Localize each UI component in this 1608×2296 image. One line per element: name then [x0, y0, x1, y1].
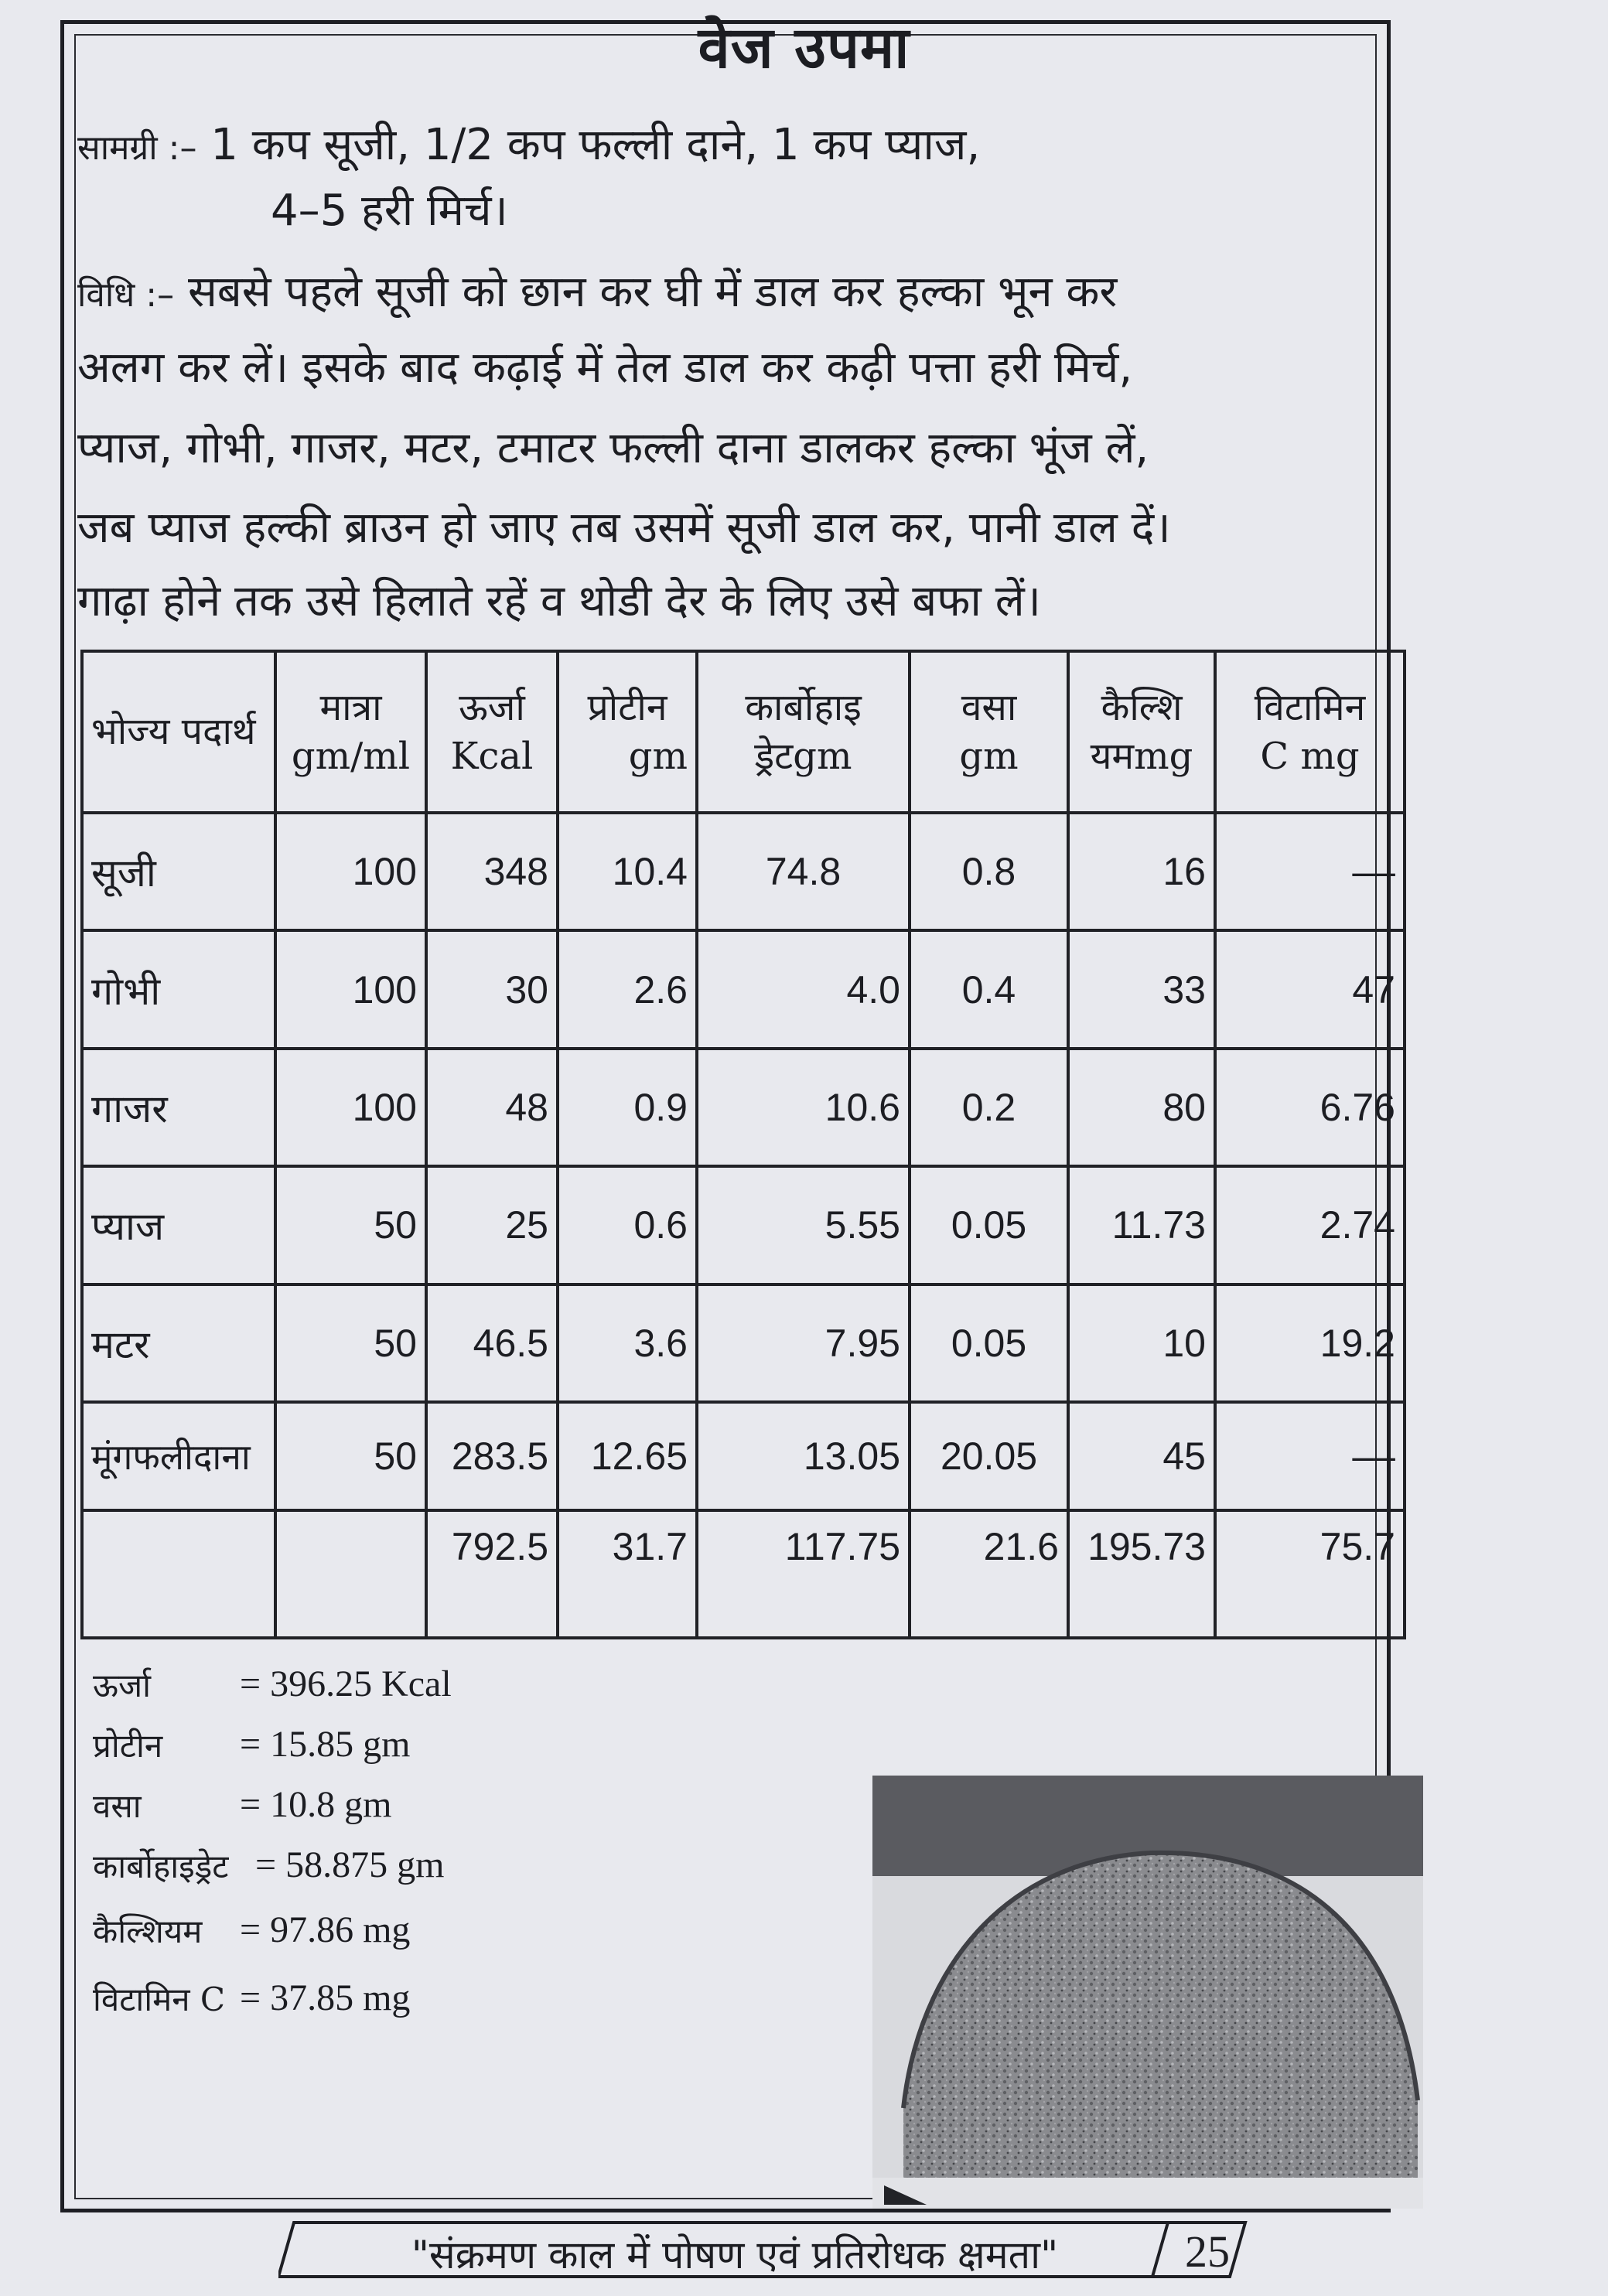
table-row [82, 813, 1405, 930]
upma-dish-image [872, 1776, 1423, 2209]
method-label: विधि :– [77, 275, 175, 315]
method-line-4: जब प्याज हल्की ब्राउन हो जाए तब उसमें सूजी डाल कर, पानी डाल दें। [77, 503, 1171, 553]
cell-protein-total: 31.7 [558, 1510, 697, 1638]
cell-vitamin-c: 6.76 [1215, 1049, 1405, 1166]
cell-carbohydrate: 7.95 [697, 1284, 910, 1402]
cell-carbohydrate: 10.6 [697, 1049, 910, 1166]
nutrition-table [80, 650, 1406, 1639]
cell-calcium: 11.73 [1068, 1166, 1215, 1284]
header-calcium-line1: कैल्शि [1101, 686, 1183, 730]
summary-label: प्रोटीन [93, 1727, 163, 1765]
cell-food-name: गाजर [82, 1049, 275, 1166]
cell-quantity: 100 [275, 813, 426, 930]
header-fat-line1: वसा [961, 686, 1017, 730]
cell-energy-total: 792.5 [426, 1510, 558, 1638]
cell-food-name [82, 1510, 275, 1638]
cell-protein: 0.6 [558, 1166, 697, 1284]
cell-fat: 20.05 [910, 1402, 1068, 1510]
nutrition-table-container [80, 650, 1403, 1639]
cell-carbohydrate: 5.55 [697, 1166, 910, 1284]
table-row [82, 930, 1405, 1048]
header-vitamin-c-line1: विटामिन [1254, 686, 1366, 730]
cell-energy: 348 [426, 813, 558, 930]
summary-label: ऊर्जा [93, 1667, 152, 1704]
cell-quantity [275, 1510, 426, 1638]
header-food-item-text: भोज्य पदार्थ [91, 710, 256, 754]
header-fat [910, 651, 1068, 813]
header-carbohydrate-line2: ड्रेटgm [754, 734, 852, 778]
header-quantity [275, 651, 426, 813]
cell-calcium: 80 [1068, 1049, 1215, 1166]
cell-food-name: मटर [82, 1284, 275, 1402]
header-energy [426, 651, 558, 813]
cell-calcium: 16 [1068, 813, 1215, 930]
header-energy-line2: Kcal [450, 734, 534, 778]
table-row [82, 1166, 1405, 1284]
cell-vitamin-c-total: 75.7 [1215, 1510, 1405, 1638]
summary-value: = 97.86 mg [240, 1909, 411, 1950]
method-text-1: सबसे पहले सूजी को छान कर घी में डाल कर हल्का भून कर [187, 267, 1118, 317]
cell-protein: 2.6 [558, 930, 697, 1048]
header-carbohydrate [697, 651, 910, 813]
table-row [82, 1049, 1405, 1166]
upma-dish-photo [872, 1776, 1423, 2209]
summary-value: = 10.8 gm [240, 1784, 392, 1825]
header-vitamin-c [1215, 651, 1405, 813]
cell-protein: 3.6 [558, 1284, 697, 1402]
header-food-item [82, 651, 275, 813]
cell-vitamin-c: –– [1215, 813, 1405, 930]
header-protein [558, 651, 697, 813]
cell-quantity: 50 [275, 1166, 426, 1284]
table-header-row [82, 651, 1405, 813]
cell-vitamin-c: –– [1215, 1402, 1405, 1510]
cell-calcium: 45 [1068, 1402, 1215, 1510]
header-calcium [1068, 651, 1215, 813]
cell-quantity: 50 [275, 1402, 426, 1510]
summary-value: = 58.875 gm [255, 1844, 445, 1885]
method-line-2: अलग कर लें। इसके बाद कढ़ाई में तेल डाल कर कढ़ी पत्ता हरी मिर्च, [77, 343, 1133, 393]
method-line-5: गाढ़ा होने तक उसे हिलाते रहें व थोडी देर के लिए उसे बफा लें। [77, 576, 1041, 626]
recipe-title: वेज उपमा [698, 15, 910, 81]
page-footer [278, 2219, 1261, 2280]
ingredients-line-2: 4–5 हरी मिर्च। [271, 186, 508, 236]
summary-value: = 37.85 mg [240, 1977, 411, 2018]
ingredients-line-1 [77, 120, 981, 170]
cell-calcium-total: 195.73 [1068, 1510, 1215, 1638]
cell-fat: 0.2 [910, 1049, 1068, 1166]
header-quantity-line1: मात्रा [319, 686, 382, 730]
cell-fat-total: 21.6 [910, 1510, 1068, 1638]
table-total-row [82, 1510, 1405, 1638]
summary-label: कैल्शियम [93, 1912, 203, 1950]
cell-energy: 30 [426, 930, 558, 1048]
header-protein-line2: gm [628, 734, 688, 778]
cell-fat: 0.8 [910, 813, 1068, 930]
cell-fat: 0.05 [910, 1284, 1068, 1402]
header-calcium-line2: यमmg [1090, 734, 1193, 778]
cell-protein: 12.65 [558, 1402, 697, 1510]
cell-carbohydrate: 74.8 [697, 813, 910, 930]
header-fat-line2: gm [959, 734, 1019, 778]
cell-quantity: 100 [275, 930, 426, 1048]
summary-value: = 15.85 gm [240, 1724, 411, 1765]
cell-calcium: 10 [1068, 1284, 1215, 1402]
header-vitamin-c-line2: C mg [1260, 734, 1360, 778]
cell-energy: 46.5 [426, 1284, 558, 1402]
cell-vitamin-c: 19.2 [1215, 1284, 1405, 1402]
summary-label: कार्बोहाइड्रेट [93, 1847, 229, 1885]
header-protein-line1: प्रोटीन [587, 686, 667, 730]
cell-carbohydrate-total: 117.75 [697, 1510, 910, 1638]
cell-food-name: मूंगफलीदाना [82, 1402, 275, 1510]
table-row [82, 1284, 1405, 1402]
method-line-3: प्याज, गोभी, गाजर, मटर, टमाटर फल्ली दाना डालकर हल्का भूंज लें, [77, 423, 1149, 473]
cell-vitamin-c: 47 [1215, 930, 1405, 1048]
cell-food-name: गोभी [82, 930, 275, 1048]
cell-quantity: 100 [275, 1049, 426, 1166]
cell-fat: 0.4 [910, 930, 1068, 1048]
ingredients-label: सामग्री :– [77, 128, 197, 168]
footer-book-title: "संक्रमण काल में पोषण एवं प्रतिरोधक क्षमता" [411, 2233, 1059, 2277]
cell-carbohydrate: 4.0 [697, 930, 910, 1048]
cell-carbohydrate: 13.05 [697, 1402, 910, 1510]
cell-energy: 25 [426, 1166, 558, 1284]
summary-label: वसा [93, 1787, 142, 1825]
summary-label: विटामिन C [93, 1980, 226, 2018]
cell-quantity: 50 [275, 1284, 426, 1402]
cell-vitamin-c: 2.74 [1215, 1166, 1405, 1284]
cell-food-name: सूजी [82, 813, 275, 930]
header-energy-line1: ऊर्जा [459, 686, 525, 730]
cell-energy: 48 [426, 1049, 558, 1166]
cell-protein: 10.4 [558, 813, 697, 930]
cell-food-name: प्याज [82, 1166, 275, 1284]
summary-value: = 396.25 Kcal [240, 1663, 452, 1704]
header-quantity-line2: gm/ml [291, 734, 411, 778]
cell-calcium: 33 [1068, 930, 1215, 1048]
cell-fat: 0.05 [910, 1166, 1068, 1284]
method-line-1 [77, 267, 1118, 317]
cell-protein: 0.9 [558, 1049, 697, 1166]
cell-energy: 283.5 [426, 1402, 558, 1510]
page-number: 25 [1185, 2226, 1230, 2277]
header-carbohydrate-line1: कार्बोहाइ [745, 686, 862, 730]
table-row [82, 1402, 1405, 1510]
ingredients-text-1: 1 कप सूजी, 1/2 कप फल्ली दाने, 1 कप प्याज, [210, 120, 981, 170]
